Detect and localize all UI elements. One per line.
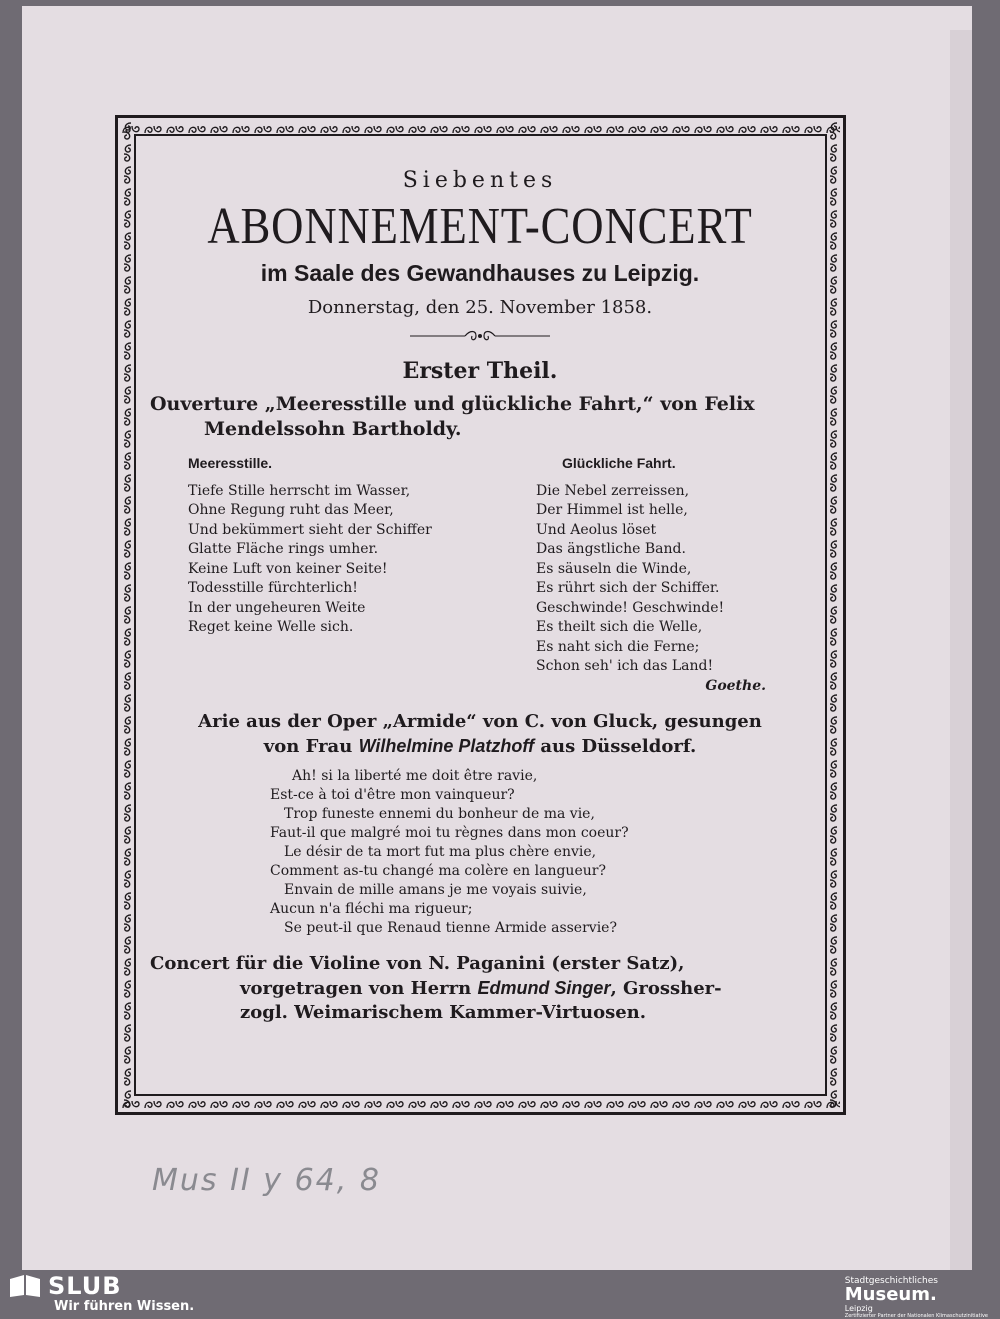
poster-subtitle: im Saale des Gewandhauses zu Leipzig. xyxy=(260,260,700,286)
aria-title xyxy=(150,710,810,759)
concert-date: Donnerstag, den 25. November 1858. xyxy=(307,297,653,318)
french-lyrics xyxy=(150,767,810,938)
frame-ornament-bottom xyxy=(121,1096,840,1109)
poem-line: Der Himmel ist helle, xyxy=(536,502,688,518)
poem-line: Die Nebel zerreissen, xyxy=(536,482,690,499)
lyric-line: Est-ce à toi d'être mon vainqueur? xyxy=(270,787,515,803)
aria-singer-name: Wilhelmine Platzhoff xyxy=(358,736,535,756)
concert-line-2 xyxy=(150,976,810,1001)
overture-line-1: Ouverture „Meeresstille und glückliche Fahrt,“ von Felix xyxy=(150,393,755,415)
concert-title xyxy=(150,952,810,1025)
poem-line: Es säuseln die Winde, xyxy=(536,560,692,577)
poems-section xyxy=(150,454,810,696)
museum-line-3: Leipzig xyxy=(844,1304,873,1313)
poem-line: Keine Luft von keiner Seite! xyxy=(188,560,388,577)
museum-line-1: Stadtgeschichtliches xyxy=(844,1276,938,1286)
poem-right-heading: Glückliche Fahrt. xyxy=(562,455,676,471)
poem-line: Todesstille fürchterlich! xyxy=(188,580,358,596)
poem-author: Goethe. xyxy=(705,677,766,694)
aria-line-2-post: aus Düsseldorf. xyxy=(534,736,697,757)
frame-ornament-right xyxy=(827,121,840,1109)
poem-line: Es rührt sich der Schiffer. xyxy=(536,580,720,596)
lyric-line: Faut-il que malgré moi tu règnes dans mon coeur? xyxy=(270,825,629,841)
overture-line-2: Mendelssohn Bartholdy. xyxy=(204,418,462,440)
poem-line: Und Aeolus löset xyxy=(536,521,657,538)
poem-glueckliche-fahrt xyxy=(536,454,810,696)
lyric-line: Le désir de ta mort fut ma plus chère envie, xyxy=(284,844,597,860)
poster-content xyxy=(150,160,810,1025)
museum-logo xyxy=(845,1276,988,1319)
lyric-line: Se peut-il que Renaud tienne Armide asservie? xyxy=(284,920,617,936)
poem-line: Das ängstliche Band. xyxy=(536,541,686,557)
poem-line: Geschwinde! Geschwinde! xyxy=(536,599,725,616)
lyric-line: Aucun n'a fléchi ma rigueur; xyxy=(270,901,473,917)
concert-soloist-name: Edmund Singer xyxy=(477,978,611,998)
museum-line-2: Museum. xyxy=(844,1284,937,1305)
slub-tagline: Wir führen Wissen. xyxy=(54,1299,195,1314)
lyric-line: Envain de mille amans je me voyais suivie, xyxy=(284,882,587,898)
poem-line: Und bekümmert sieht der Schiffer xyxy=(188,521,432,538)
poem-line: Tiefe Stille herrscht im Wasser, xyxy=(188,482,411,499)
poster-kicker: Siebentes xyxy=(402,168,558,193)
lyric-line: Trop funeste ennemi du bonheur de ma vie, xyxy=(284,806,595,822)
poem-line: Es naht sich die Ferne; xyxy=(536,638,700,655)
slub-book-icon xyxy=(8,1273,42,1299)
slub-name: SLUB xyxy=(48,1272,122,1300)
poem-meeresstille xyxy=(150,454,448,696)
part-heading: Erster Theil. xyxy=(402,358,558,384)
aria-line-2 xyxy=(150,734,810,759)
poem-line: Schon seh' ich das Land! xyxy=(536,658,714,674)
poem-left-heading: Meeresstille. xyxy=(188,455,273,471)
slub-logo xyxy=(8,1272,194,1314)
lyric-line: Ah! si la liberté me doit être ravie, xyxy=(292,768,538,784)
concert-line-2-post: , Grossher- xyxy=(610,978,722,999)
poem-line: Reget keine Welle sich. xyxy=(188,619,354,635)
overture-title xyxy=(150,392,810,442)
concert-line-3: zogl. Weimarischem Kammer-Virtuosen. xyxy=(240,1002,647,1023)
aria-line-1: Arie aus der Oper „Armide“ von C. von Gluck, gesungen xyxy=(198,711,762,732)
poem-line: Ohne Regung ruht das Meer, xyxy=(188,502,394,518)
divider-ornament xyxy=(410,328,550,344)
poem-line: Es theilt sich die Welle, xyxy=(536,619,703,635)
paper-back-edge xyxy=(950,30,972,1270)
frame-ornament-left xyxy=(121,121,134,1109)
poster-title: ABONNEMENT-CONCERT xyxy=(207,198,753,255)
aria-line-2-pre: von Frau xyxy=(263,736,359,757)
concert-line-1: Concert für die Violine von N. Paganini (erster Satz), xyxy=(150,953,685,974)
concert-line-2-pre: vorgetragen von Herrn xyxy=(240,978,478,999)
poem-line: In der ungeheuren Weite xyxy=(188,599,366,616)
museum-line-4: Zertifizierter Partner der Nationalen Klimaschutzinitiative xyxy=(844,1313,988,1319)
poem-line: Glatte Fläche rings umher. xyxy=(188,541,379,557)
frame-ornament-top xyxy=(121,121,840,134)
lyric-line: Comment as-tu changé ma colère en langueur? xyxy=(270,863,606,879)
shelfmark-handwritten: Mus II y 64, 8 xyxy=(152,1163,381,1198)
